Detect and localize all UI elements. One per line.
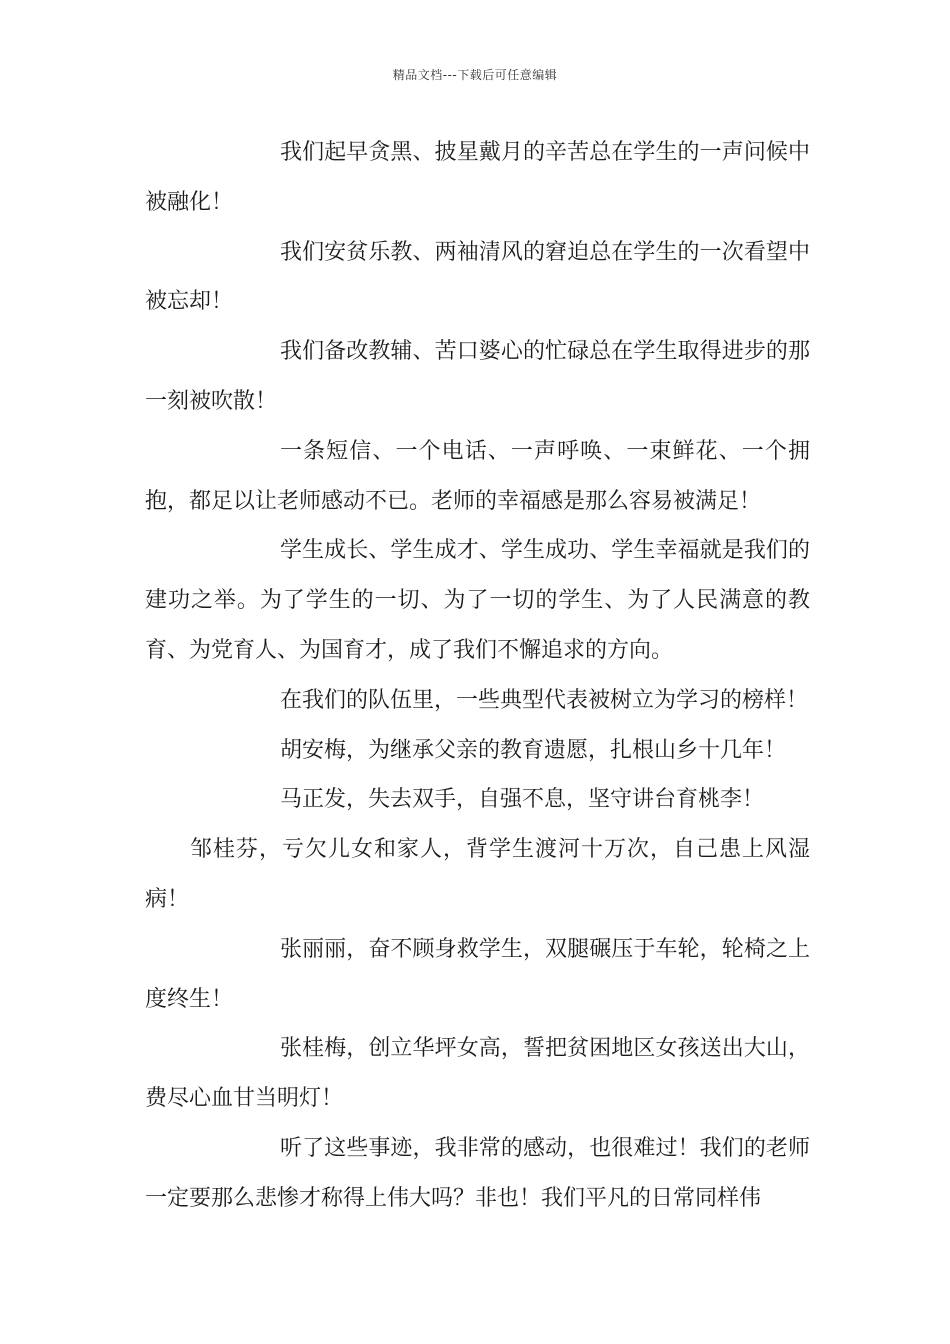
paragraph: 我们备改教辅、苦口婆心的忙碌总在学生取得进步的那一刻被吹散！ bbox=[145, 339, 810, 414]
paragraph: 一条短信、一个电话、一声呼唤、一束鲜花、一个拥抱，都足以让老师感动不已。老师的幸福感是那么容易被满足！ bbox=[145, 438, 810, 514]
paragraph: 张桂梅，创立华坪女高，誓把贫困地区女孩送出大山，费尽心血甘当明灯！ bbox=[145, 1036, 810, 1112]
paragraph: 我们起早贪黑、披星戴月的辛苦总在学生的一声问候中被融化！ bbox=[145, 140, 810, 215]
page-header: 精品文档---下载后可任意编辑 bbox=[392, 68, 558, 82]
paragraph: 在我们的队伍里，一些典型代表被树立为学习的榜样！ bbox=[280, 687, 809, 713]
paragraph: 张丽丽，奋不顾身救学生，双腿碾压于车轮，轮椅之上度终生！ bbox=[145, 936, 810, 1012]
document-body bbox=[145, 128, 810, 1224]
paragraph: 马正发，失去双手，自强不息，坚守讲台育桃李！ bbox=[280, 787, 765, 813]
paragraph: 听了这些事迹，我非常的感动，也很难过！我们的老师一定要那么悲惨才称得上伟大吗？非也！我们平凡的日常同样伟 bbox=[145, 1135, 810, 1211]
paragraph: 邹桂芬，亏欠儿女和家人，背学生渡河十万次，自己患上风湿病！ bbox=[145, 837, 810, 912]
paragraph: 学生成长、学生成才、学生成功、学生幸福就是我们的建功之举。为了学生的一切、为了一切的学生、为了人民满意的教育、为党育人、为国育才，成了我们不懈追求的方向。 bbox=[145, 538, 810, 663]
paragraph: 胡安梅，为继承父亲的教育遗愿，扎根山乡十几年！ bbox=[280, 737, 787, 763]
paragraph: 我们安贫乐教、两袖清风的窘迫总在学生的一次看望中被忘却！ bbox=[145, 239, 810, 315]
